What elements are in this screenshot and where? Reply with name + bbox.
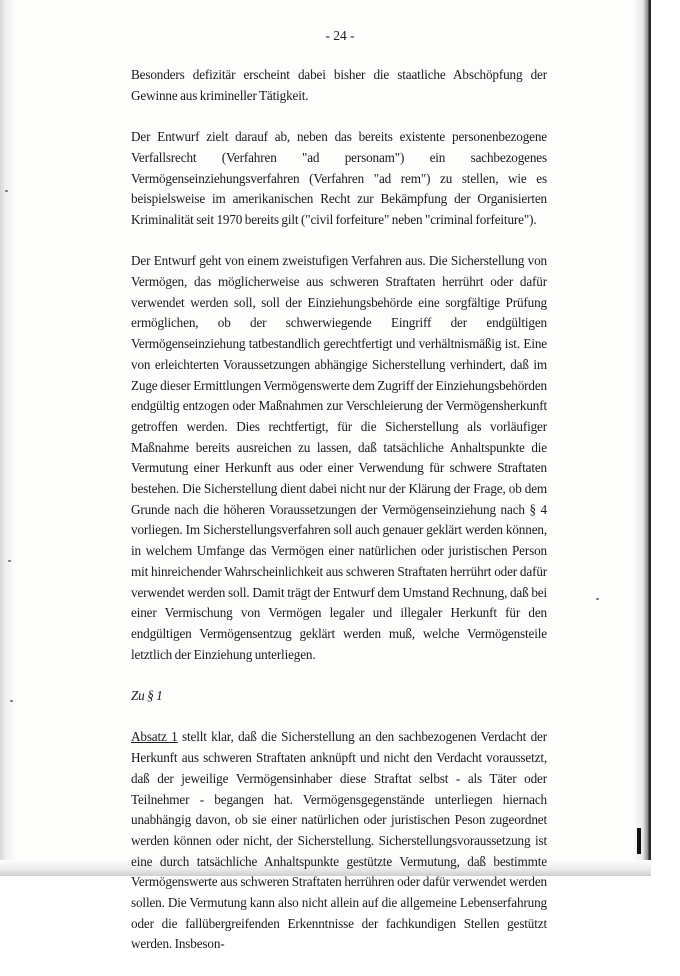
- page-number: - 24 -: [325, 28, 355, 43]
- paragraph: Der Entwurf zielt darauf ab, neben das bereits existente personenbezogene Verfallsrecht (Verfahren "ad personam") ein sachbezogenes Vermögenseinziehungsverfahren (Verfahren "ad rem") zu stellen, wie es beispielsweise im amerikanischen Recht zur Bekämpfung der Organisierten Kriminalität seit 1970 bereits gilt ("civil forfeiture" neben "criminal forfeiture").: [131, 129, 547, 227]
- scan-shadow-left: [0, 0, 14, 876]
- section-heading: Zu § 1: [131, 688, 163, 704]
- scan-speck: [10, 700, 13, 702]
- document-body: [131, 65, 547, 976]
- paragraph: Der Entwurf geht von einem zweistufigen Verfahren aus. Die Sicherstellung von Vermögen, das möglicherweise aus schweren Straftaten herrührt oder dafür verwendet werden soll, soll der Einziehungsbehörde eine sorgfältige Prüfung ermöglichen, ob der schwerwiegende Eingriff der endgültigen Vermögenseinziehung tatbestandlich gerechtfertigt und verhältnismäßig ist. Eine von erleichterten Voraussetzungen abhängige Sicherstellung verhindert, daß im Zuge dieser Ermittlungen Vermögenswerte dem Zugriff der Einziehungsbehörden endgültig entzogen oder Maßnahmen zur Verschleierung der Vermögensherkunft getroffen werden. Dies rechtfertigt, für die Sicherstellung als vorläufiger Maßnahme bereits ausreichen zu lassen, daß tatsächliche Anhaltspunkte die Vermutung einer Herkunft aus oder einer Verwendung für schwere Straftaten bestehen. Die Sicherstellung dient dabei nicht nur der Klärung der Frage, ob dem Grunde nach die höheren Voraussetzungen der Vermögenseinziehung nach § 4 vorliegen. Im Sicherstellungsverfahren soll auch genauer geklärt werden können, in welchem Umfange das Vermögen einer natürlichen oder juristischen Person mit hinreichender Wahrscheinlichkeit aus schweren Straftaten herrührt oder dafür verwendet werden soll. Damit trägt der Entwurf dem Umstand Rechnung, daß bei einer Vermischung von Vermögen legaler und illegaler Herkunft für den endgültigen Vermögensentzug geklärt werden muß, welche Vermögensteile letztlich der Einziehung unterliegen.: [131, 253, 547, 662]
- scan-corner-mark: [637, 828, 641, 854]
- scan-speck: [8, 560, 11, 562]
- paragraph: [131, 727, 547, 955]
- scan-shadow-right: [633, 0, 651, 876]
- paragraph-reference: Absatz 1: [131, 729, 178, 745]
- paragraph-text: stellt klar, daß die Sicherstellung an den sachbezogenen Verdacht der Herkunft aus schweren Straftaten anknüpft und nicht den Verdacht voraussetzt, daß der jeweilige Vermögensinhaber diese Straftat selbst - als Täter oder Teilnehmer - begangen hat. Vermögensgegenstände unterliegen hiernach unabhängig davon, ob sie einer natürlichen oder juristischen Peson zugeordnet werden können oder nicht, der Sicherstellung. Sicherstellungsvoraussetzung ist eine durch tatsächliche Anhaltspunkte gestützte Vermutung, daß bestimmte Vermögenswerte aus schweren Straftaten herrühren oder dafür verwendet werden sollen. Die Vermutung kann also nicht allein auf die allgemeine Lebenserfahrung oder die fallübergreifenden Erkenntnisse der fachkundigen Stellen gestützt werden. Insbeson-: [131, 729, 547, 952]
- scan-speck: [596, 598, 599, 600]
- scan-speck: [5, 190, 8, 192]
- paragraph: Besonders defizitär erscheint dabei bisher die staatliche Abschöpfung der Gewinne aus krimineller Tätigkeit.: [131, 67, 547, 103]
